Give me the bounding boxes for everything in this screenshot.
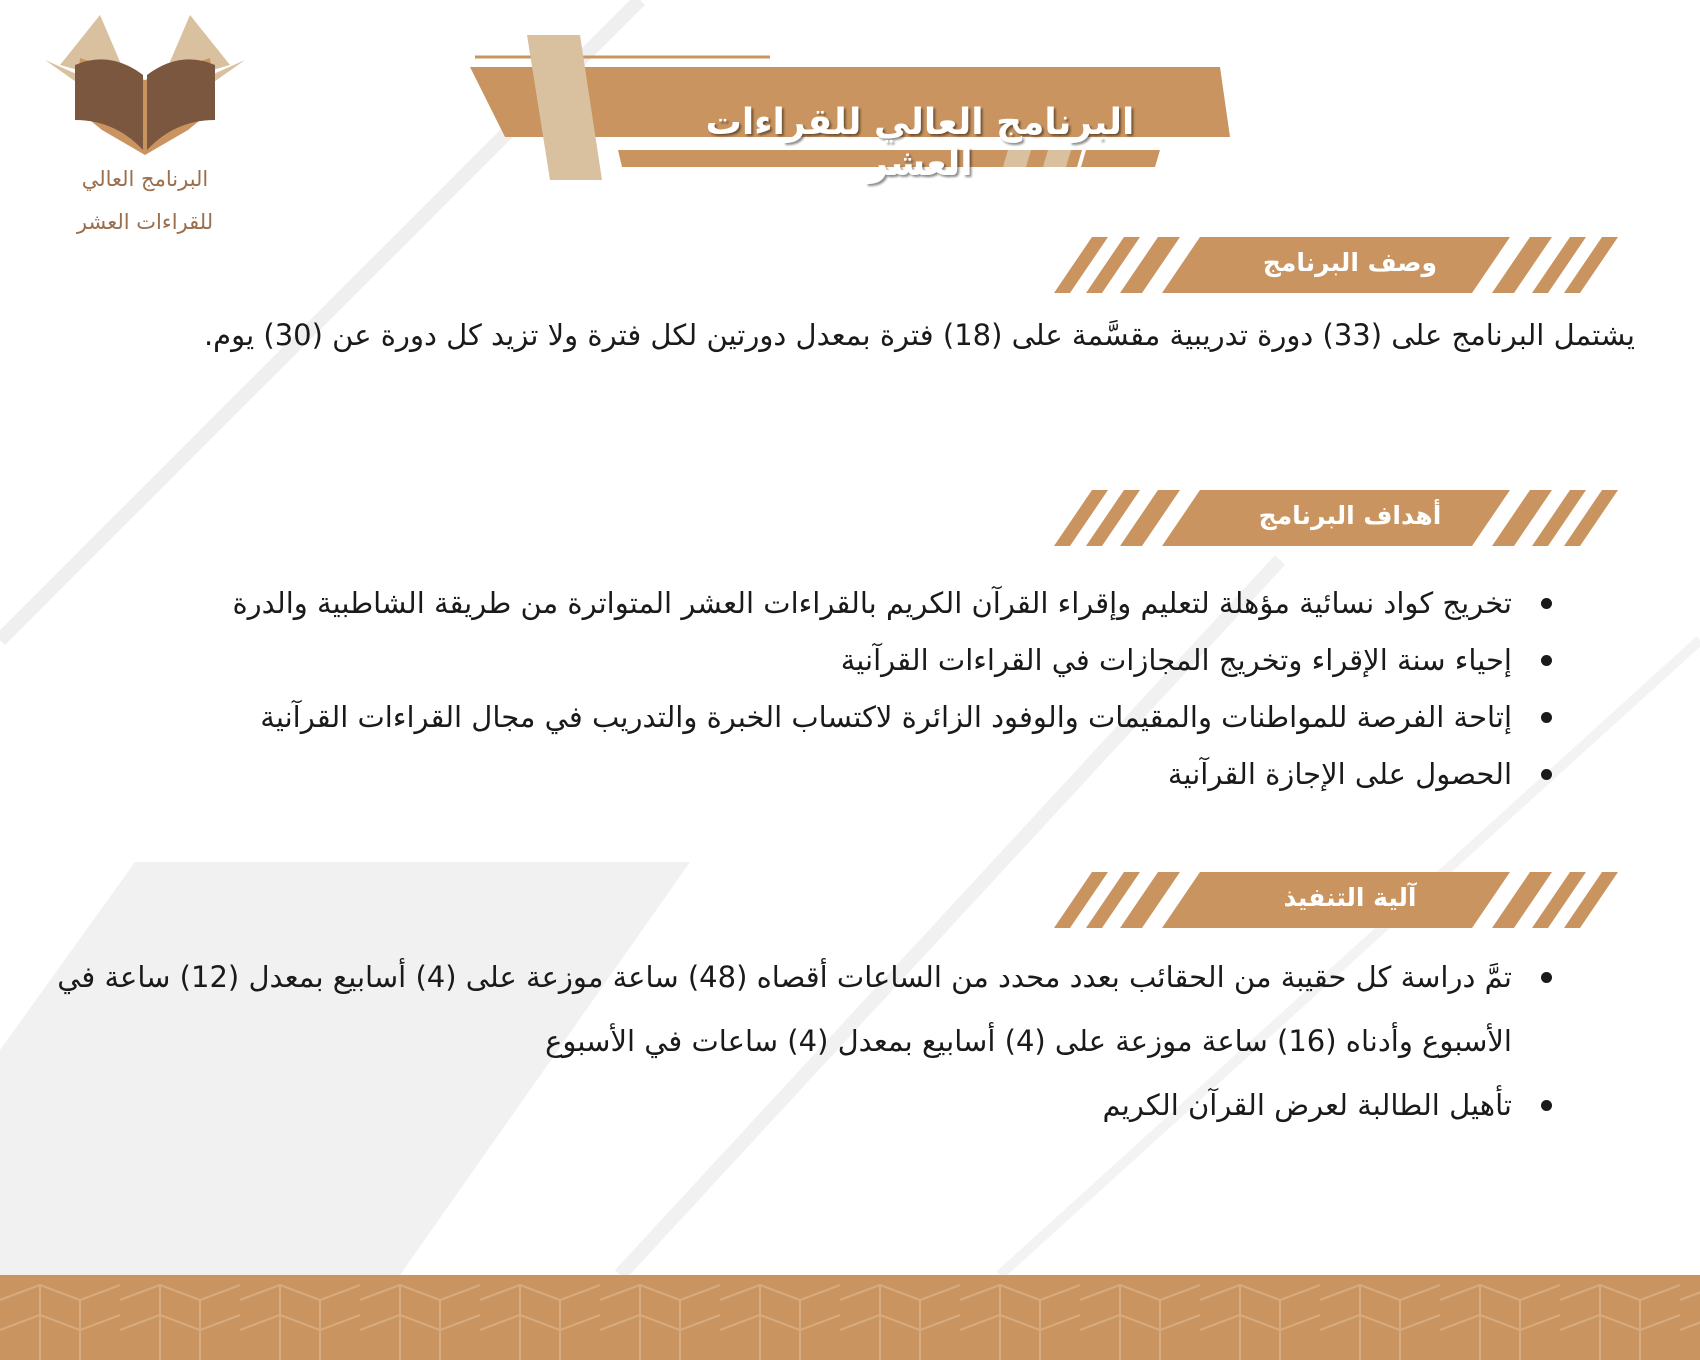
section-header-implementation <box>1050 872 1650 928</box>
bullet-icon <box>1541 655 1552 666</box>
description-paragraph: يشتمل البرنامج على (33) دورة تدريبية مقسَّمة على (18) فترة بمعدل دورتين لكل فترة ولا تزيد كل دورة عن (30) يوم. <box>203 318 1635 352</box>
list-item-text: الحصول على الإجازة القرآنية <box>1167 757 1512 791</box>
list-item <box>30 1073 1570 1137</box>
list-item-text: إتاحة الفرصة للمواطنات والمقيمات والوفود الزائرة لاكتساب الخبرة والتدريب في مجال القراءات القرآنية <box>260 700 1512 734</box>
section-title: آلية التنفيذ <box>1283 883 1417 912</box>
title-banner <box>470 30 1230 190</box>
list-item-text: تأهيل الطالبة لعرض القرآن الكريم <box>1102 1088 1512 1122</box>
list-item <box>30 945 1570 1073</box>
section-title: وصف البرنامج <box>1262 248 1438 277</box>
list-item <box>60 746 1570 803</box>
bullet-icon <box>1541 769 1552 780</box>
logo-text-line1: البرنامج العالي <box>81 167 209 191</box>
footer-band <box>0 1275 1700 1360</box>
list-item-text: تخريج كواد نسائية مؤهلة لتعليم وإقراء القرآن الكريم بالقراءات العشر المتواترة من طريقة الشاطبية والدرة <box>232 586 1512 620</box>
footer-pattern <box>0 1275 1700 1360</box>
logo-text-line2: للقراءات العشر <box>76 210 214 234</box>
list-item-text: إحياء سنة الإقراء وتخريج المجازات في القراءات القرآنية <box>840 643 1512 677</box>
bullet-icon <box>1541 598 1552 609</box>
goals-list <box>60 575 1570 803</box>
bullet-icon <box>1541 1100 1552 1111</box>
list-item-text: تمَّ دراسة كل حقيبة من الحقائب بعدد محدد من الساعات أقصاه (48) ساعة موزعة على (4) أسابيع بمعدل (12) ساعة في الأسبوع وأدناه (16) ساعة موزعة على (4) أسابيع بمعدل (4) ساعات في الأسبوع <box>57 960 1512 1058</box>
page-title: البرنامج العالي للقراءات العشر <box>705 102 1135 184</box>
section-header-goals <box>1050 490 1650 546</box>
section-header-description <box>1050 237 1650 293</box>
list-item <box>60 575 1570 632</box>
list-item <box>60 632 1570 689</box>
bullet-icon <box>1541 712 1552 723</box>
bullet-icon <box>1541 972 1552 983</box>
logo <box>20 10 270 250</box>
list-item <box>60 689 1570 746</box>
open-book-icon <box>30 10 260 170</box>
implementation-list <box>30 945 1570 1137</box>
section-title: أهداف البرنامج <box>1258 501 1442 530</box>
